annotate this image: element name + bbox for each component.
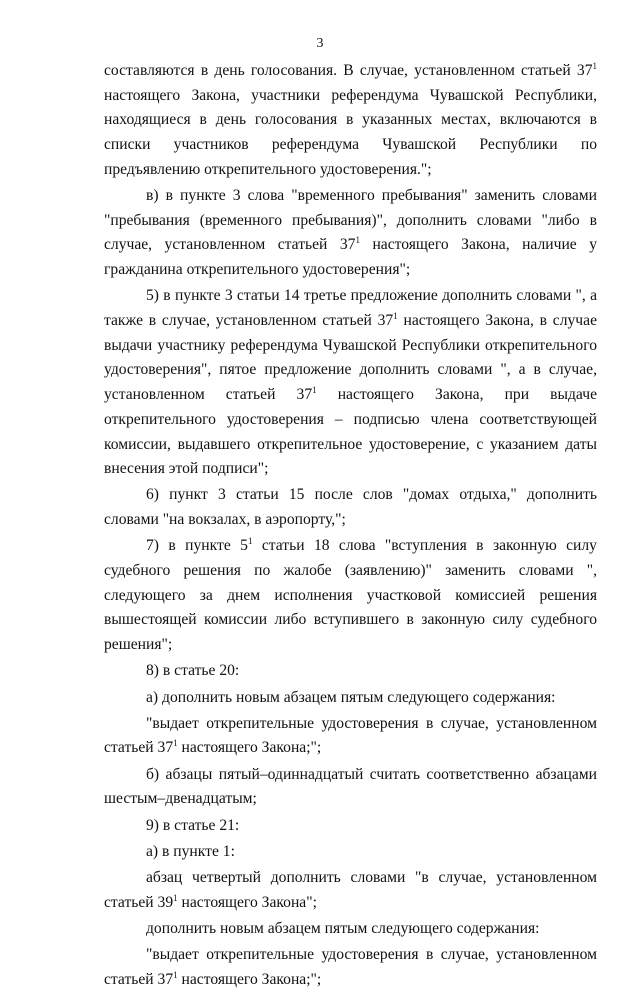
paragraph <box>104 917 597 942</box>
paragraph-text: 8) в статье 20: <box>146 662 240 680</box>
document-body <box>104 59 597 994</box>
paragraph <box>104 534 597 658</box>
paragraph-text: "выдает открепительные удостоверения в случае, установленном статьей 37 <box>104 714 597 757</box>
paragraph-text: 6) пункт 3 статьи 15 после слов "домах отдыха," дополнить словами "на вокзалах, в аэропорту,"; <box>104 486 597 529</box>
paragraph-text: настоящего Закона, при выдаче открепительного удостоверения – подписью члена соответствующей комиссии, выдавшего открепительное удостоверение, с указанием даты внесения этой подписи"; <box>104 386 597 478</box>
paragraph <box>104 840 597 865</box>
paragraph <box>104 943 597 992</box>
paragraph <box>104 814 597 839</box>
paragraph-text: 9) в статье 21: <box>146 816 240 834</box>
superscript: 1 <box>173 738 178 749</box>
paragraph-text: настоящего Закона, в случае выдачи участнику референдума Чувашской Республики открепительного удостоверения", пятое предложение дополнить словами ", а в случае, установленном статьей 37 <box>104 312 597 404</box>
paragraph <box>104 866 597 915</box>
paragraph-text: статьи 18 слова "вступления в законную силу судебного решения по жалобе (заявлению)" заменить словами ", следующего за днем исполнения участковой комиссией решения вышестоящей комиссии либо вступившего в законную силу судебного решения"; <box>104 537 597 654</box>
superscript: 1 <box>355 235 360 246</box>
superscript: 1 <box>173 892 178 903</box>
superscript: 1 <box>393 311 398 322</box>
paragraph-text: в) в пункте 3 слова "временного пребывания" заменить словами "пребывания (временного пребывания)", дополнить словами "либо в случае, установленном статьей 37 <box>104 187 597 254</box>
paragraph <box>104 284 597 482</box>
paragraph-text: а) в пункте 1: <box>146 842 235 860</box>
paragraph-text: настоящего Закона, наличие у гражданина открепительного удостоверения"; <box>104 236 598 279</box>
paragraph-text: настоящего Закона, участники референдума Чувашской Республики, находящиеся в день голосования в указанных местах, включаются в списки участников референдума Чувашской Республики по предъявлению открепительного удостоверения."; <box>104 86 597 178</box>
paragraph-text: настоящего Закона;"; <box>177 739 322 757</box>
paragraph <box>104 59 597 183</box>
paragraph <box>104 184 597 283</box>
paragraph-text: б) абзацы пятый–одиннадцатый считать соответственно абзацами шестым–двенадцатым; <box>104 765 597 808</box>
paragraph <box>104 712 597 761</box>
paragraph-text: "выдает открепительные удостоверения в случае, установленном статьей 37 <box>104 946 597 988</box>
superscript: 1 <box>312 385 317 396</box>
paragraph-text: настоящего Закона;"; <box>177 970 322 988</box>
paragraph-text: дополнить новым абзацем пятым следующего содержания: <box>146 919 540 937</box>
paragraph-text: абзац четвертый дополнить словами "в случае, установленном статьей 39 <box>104 869 597 911</box>
paragraph-text: а) дополнить новым абзацем пятым следующего содержания: <box>146 688 556 706</box>
superscript: 1 <box>247 536 253 547</box>
paragraph <box>104 483 597 532</box>
superscript: 1 <box>173 969 178 980</box>
paragraph-text: составляются в день голосования. В случае, установленном статьей 37 <box>104 62 593 79</box>
paragraph <box>104 686 597 711</box>
paragraph-text: 7) в пункте 5 <box>146 537 248 555</box>
paragraph <box>104 659 597 684</box>
paragraph <box>104 763 597 812</box>
page-number: 3 <box>316 36 324 51</box>
paragraph-text: настоящего Закона"; <box>177 893 317 911</box>
superscript: 1 <box>592 61 597 71</box>
paragraph-text: 5) в пункте 3 статьи 14 третье предложение дополнить словами ", а также в случае, установленном статьей 37 <box>104 287 597 330</box>
